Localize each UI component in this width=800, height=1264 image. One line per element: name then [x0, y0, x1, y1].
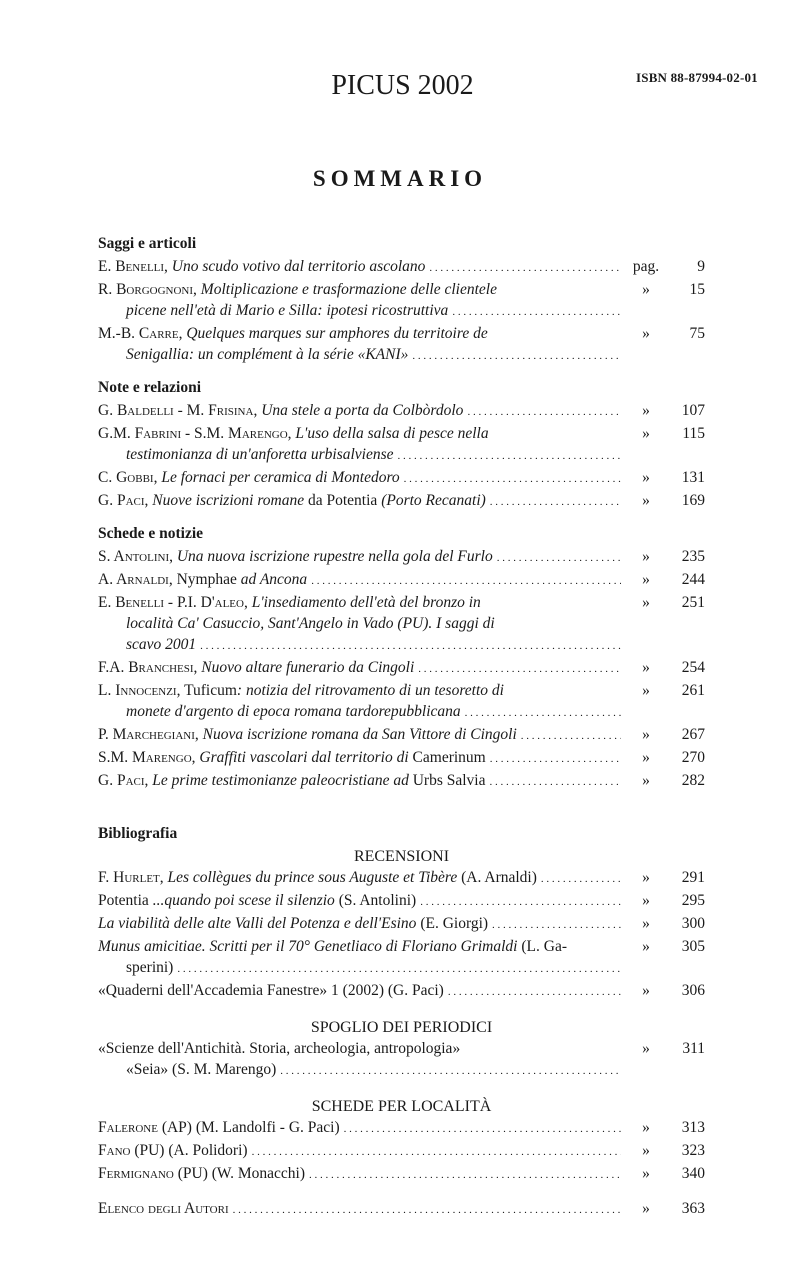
page-marker: » — [642, 1200, 650, 1217]
page-number: 75 — [689, 325, 705, 342]
page-marker: » — [642, 1040, 650, 1057]
toc-entry[interactable] — [98, 1038, 705, 1082]
localita-heading: SCHEDE PER LOCALITÀ — [311, 1098, 492, 1115]
toc-entry[interactable] — [98, 890, 705, 913]
section-schede-heading: Schede e notizie — [98, 525, 204, 542]
section-saggi-heading: Saggi e articoli — [98, 235, 197, 252]
toc-entry[interactable] — [98, 770, 705, 793]
entry-author: F.A. Branchesi, — [98, 659, 198, 676]
leader-dots — [398, 446, 621, 467]
page-number: 282 — [681, 772, 705, 789]
leader-dots — [521, 726, 621, 747]
leader-dots — [404, 469, 621, 490]
entry-reviewer: (E. Giorgi) — [416, 915, 489, 932]
leader-dots — [200, 636, 621, 657]
entry-author: L. Innocenzi, — [98, 682, 181, 699]
entry-title: L'uso della salsa di pesce nella — [295, 425, 489, 442]
page-number: 235 — [681, 548, 705, 565]
entry-reviewer-cont: sperini) — [126, 959, 174, 976]
page-number: 15 — [689, 281, 705, 298]
leader-dots — [490, 749, 621, 770]
toc-entry[interactable] — [98, 592, 705, 657]
entry-title: (PU) (W. Monacchi) — [173, 1165, 305, 1182]
leader-dots — [467, 402, 621, 423]
page-number: 9 — [697, 258, 705, 275]
leader-dots — [429, 258, 621, 279]
section-bibliografia-heading: Bibliografia — [98, 825, 178, 842]
toc-entry[interactable] — [98, 1163, 705, 1186]
page-number: 305 — [681, 938, 705, 955]
toc-entry[interactable] — [98, 400, 705, 423]
entry-reviewer: (L. Ga- — [517, 938, 567, 955]
contents-heading: SOMMARIO — [312, 166, 488, 191]
toc-entry[interactable] — [98, 490, 705, 513]
entry-title: Nuovo altare funerario da Cingoli — [201, 659, 415, 676]
entry-title: La viabilità delle alte Valli del Potenza e dell'Esino — [98, 915, 417, 932]
page-number: 254 — [681, 659, 705, 676]
toc-entry[interactable] — [98, 546, 705, 569]
page-number: 131 — [681, 469, 705, 486]
entry-title: L'insediamento dell'età del bronzo in — [251, 594, 481, 611]
leader-dots — [233, 1200, 621, 1221]
entry-author: S. Antolini, — [98, 548, 173, 565]
leader-dots — [420, 892, 621, 913]
entry-title-part: : notizia del ritrovamento di un tesoretto di — [236, 682, 504, 699]
isbn-code: ISBN 88-87994-02-01 — [636, 70, 758, 85]
toc-entry[interactable] — [98, 680, 705, 724]
entry-title: Una stele a porta da Colbòrdolo — [261, 402, 464, 419]
page-marker: » — [642, 915, 650, 932]
page-number: 291 — [681, 869, 705, 886]
page-marker: » — [642, 892, 650, 909]
leader-dots — [309, 1165, 621, 1186]
entry-author: G. Baldelli - M. Frisina, — [98, 402, 258, 419]
entry-title: Munus amicitiae. Scritti per il 70° Genetliaco di Floriano Grimaldi — [98, 938, 518, 955]
entry-place: Fano — [98, 1142, 131, 1159]
page-marker: pag. — [632, 258, 660, 275]
entry-title: «Quaderni dell'Accademia Fanestre» 1 (2002) (G. Paci) — [98, 982, 444, 999]
page-marker: » — [642, 281, 650, 298]
entry-author: F. Hurlet, — [98, 869, 164, 886]
page-marker: » — [642, 492, 650, 509]
entry-author: A. Arnaldi, — [98, 571, 173, 588]
toc-entry[interactable] — [98, 980, 705, 1003]
entry-reviewer: (A. Arnaldi) — [457, 869, 537, 886]
entry-reviewer: (S. Antolini) — [334, 892, 417, 909]
page-marker: » — [642, 325, 650, 342]
page-marker: » — [642, 749, 650, 766]
toc-entry[interactable] — [98, 867, 705, 890]
page-marker: » — [642, 1142, 650, 1159]
entry-author: M.-B. Carre, — [98, 325, 183, 342]
entry-title-part: ad Ancona — [236, 571, 308, 588]
leader-dots — [448, 982, 621, 1003]
entry-author: C. Gobbi, — [98, 469, 158, 486]
page-number: 313 — [681, 1119, 705, 1136]
leader-dots — [490, 492, 621, 513]
entry-title-part: da — [304, 492, 327, 509]
entry-title-cont: «Seia» (S. M. Marengo) — [126, 1061, 277, 1078]
entry-title-cont: scavo 2001 — [126, 636, 197, 653]
leader-dots — [465, 703, 621, 724]
table-of-contents — [98, 233, 705, 1221]
toc-entry[interactable] — [98, 256, 705, 279]
page-marker: » — [642, 869, 650, 886]
entry-title: Nuova iscrizione romana da San Vittore di Cingoli — [202, 726, 517, 743]
page-marker: » — [642, 425, 650, 442]
entry-author: S.M. Marengo, — [98, 749, 196, 766]
leader-dots — [344, 1119, 621, 1140]
page-number: 267 — [681, 726, 705, 743]
page-marker: » — [642, 772, 650, 789]
page-marker: » — [642, 594, 650, 611]
page-marker: » — [642, 938, 650, 955]
toc-entry[interactable] — [98, 747, 705, 770]
leader-dots — [252, 1142, 621, 1163]
entry-title: Graffiti vascolari dal territorio di — [199, 749, 409, 766]
page-number: 306 — [681, 982, 705, 999]
page-number: 261 — [681, 682, 705, 699]
entry-author: P. Marchegiani, — [98, 726, 199, 743]
entry-title: Les collègues du prince sous Auguste et Tibère — [167, 869, 458, 886]
entry-title: «Scienze dell'Antichità. Storia, archeologia, antropologia» — [98, 1040, 461, 1057]
entry-place: Falerone — [98, 1119, 158, 1136]
page-marker: » — [642, 682, 650, 699]
page-marker: » — [642, 726, 650, 743]
journal-title: PICUS 2002 — [331, 70, 474, 101]
page-number: 295 — [681, 892, 705, 909]
page-marker: » — [642, 1165, 650, 1182]
toc-entry[interactable] — [98, 657, 705, 680]
page-number: 251 — [681, 594, 705, 611]
page-number: 107 — [681, 402, 705, 419]
entry-title-cont: testimonianza di un'anforetta urbisalviense — [126, 446, 394, 463]
toc-entry[interactable] — [98, 467, 705, 490]
page-marker: » — [642, 982, 650, 999]
entry-title: Le prime testimonianze paleocristiane ad — [152, 772, 409, 789]
page-number: 311 — [682, 1040, 705, 1057]
toc-entry[interactable] — [98, 936, 705, 980]
entry-title-cont: picene nell'età di Mario e Silla: ipotesi ricostruttiva — [126, 302, 449, 319]
entry-author: E. Benelli, — [98, 258, 168, 275]
toc-entry[interactable] — [98, 323, 705, 367]
entry-title: Nymphae — [176, 571, 237, 588]
toc-entry[interactable] — [98, 569, 705, 592]
page-number: 300 — [681, 915, 705, 932]
entry-title: Una nuova iscrizione rupestre nella gola del Furlo — [176, 548, 493, 565]
leader-dots — [412, 346, 621, 367]
recensioni-heading: RECENSIONI — [353, 848, 450, 865]
entry-title-cont: Senigallia: un complément à la série «KANI» — [126, 346, 409, 363]
entry-title: Moltiplicazione e trasformazione delle clientele — [200, 281, 497, 298]
entry-title: (PU) (A. Polidori) — [130, 1142, 248, 1159]
toc-entry[interactable] — [98, 423, 705, 467]
page-marker: » — [642, 469, 650, 486]
entry-title: Quelques marques sur amphores du territoire de — [186, 325, 488, 342]
toc-entry[interactable] — [98, 279, 705, 323]
page-marker: » — [642, 402, 650, 419]
entry-title: (AP) (M. Landolfi - G. Paci) — [157, 1119, 340, 1136]
page-marker: » — [642, 548, 650, 565]
page-marker: » — [642, 1119, 650, 1136]
entry-title: Potentia — [98, 892, 153, 909]
section-note-heading: Note e relazioni — [98, 379, 202, 396]
page-number: 244 — [681, 571, 705, 588]
toc-entry[interactable] — [98, 1117, 705, 1140]
page-number: 363 — [681, 1200, 705, 1217]
entry-title: Nuove iscrizioni romane — [152, 492, 305, 509]
entry-title: Tuficum — [184, 682, 237, 699]
leader-dots — [490, 772, 622, 793]
entry-title: Uno scudo votivo dal territorio ascolano — [171, 258, 426, 275]
entry-title-cont: monete d'argento di epoca romana tardorepubblicana — [126, 703, 461, 720]
entry-title: Le fornaci per ceramica di Montedoro — [161, 469, 400, 486]
leader-dots — [452, 302, 621, 323]
entry-title-cont: località Ca' Casuccio, Sant'Angelo in Vado (PU). I saggi di — [126, 615, 495, 632]
entry-author: R. Borgognoni, — [98, 281, 197, 298]
entry-place: Fermignano — [98, 1165, 174, 1182]
page-number: 270 — [681, 749, 705, 766]
entry-title-part: Potentia — [326, 492, 378, 509]
toc-entry[interactable] — [98, 1198, 705, 1221]
entry-title-part: Camerinum — [408, 749, 486, 766]
page-number: 323 — [681, 1142, 705, 1159]
spoglio-heading: SPOGLIO DEI PERIODICI — [310, 1019, 493, 1036]
leader-dots — [311, 571, 621, 592]
entry-author: G.M. Fabrini - S.M. Marengo, — [98, 425, 292, 442]
entry-title: Elenco degli Autori — [98, 1200, 229, 1217]
leader-dots — [280, 1061, 621, 1082]
leader-dots — [177, 959, 621, 980]
entry-author: G. Paci, — [98, 492, 149, 509]
toc-entry[interactable] — [98, 913, 705, 936]
page-marker: » — [642, 571, 650, 588]
toc-entry[interactable] — [98, 724, 705, 747]
page-number: 340 — [681, 1165, 705, 1182]
leader-dots — [492, 915, 621, 936]
toc-entry[interactable] — [98, 1140, 705, 1163]
entry-author: G. Paci, — [98, 772, 149, 789]
page-number: 115 — [682, 425, 705, 442]
entry-title-part: ...quando poi scese il silenzio — [152, 892, 335, 909]
leader-dots — [541, 869, 621, 890]
page-marker: » — [642, 659, 650, 676]
entry-author: E. Benelli - P.I. D'aleo, — [98, 594, 248, 611]
page-number: 169 — [681, 492, 705, 509]
entry-title-part: (Porto Recanati) — [377, 492, 486, 509]
leader-dots — [418, 659, 621, 680]
leader-dots — [497, 548, 621, 569]
entry-title-part: Urbs Salvia — [408, 772, 486, 789]
